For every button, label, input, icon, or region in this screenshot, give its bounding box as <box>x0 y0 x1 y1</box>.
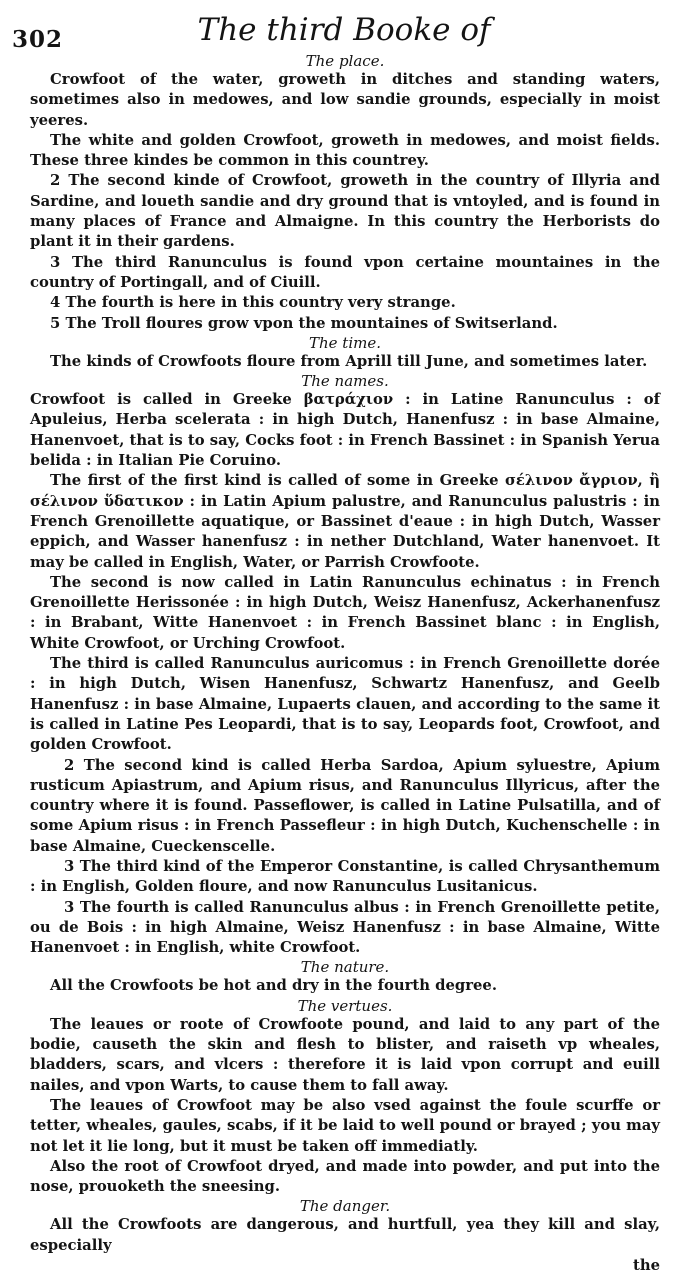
heading-place: The place. <box>305 52 385 70</box>
body-text <box>30 52 660 1276</box>
paragraph: Crowfoot is called in Greeke βατράχιον : in Latine Ranunculus : of Apuleius, Herba scelerata : in high Dutch, Hanenfusz : in base Almaine, Hanenvoet, that is to say, Cocks foot : in French Bassinet : in Spanish Yerua belida : in Italian Pie Coruino. <box>30 391 660 470</box>
paragraph: 5 The Troll floures grow vpon the mountaines of Switserland. <box>50 314 558 332</box>
paragraph: All the Crowfoots are dangerous, and hurtfull, yea they kill and slay, especially <box>30 1216 660 1254</box>
heading-danger: The danger. <box>299 1197 391 1216</box>
heading-vertues: The vertues. <box>297 996 393 1015</box>
paragraph: The second is now called in Latin Ranunculus echinatus : in French Grenoillette Herissonée : in high Dutch, Weisz Hanenfusz, Ackerhanenfusz : in Brabant, Witte Hanenvoet : in French Bassinet blanc : in English, White Crowfoot, or Urching Crowfoot. <box>30 573 660 652</box>
heading-names: The names. <box>301 372 389 391</box>
paragraph: Crowfoot of the water, groweth in ditches and standing waters, sometimes also in medowes, and low sandie grounds, especially in moist yeeres. <box>30 71 660 129</box>
heading-nature: The nature. <box>300 958 390 977</box>
paragraph: The leaues or roote of Crowfoote pound, and laid to any part of the bodie, causeth the skin and flesh to blister, and raiseth vp wheales, bladders, scars, and vlcers : therefore it is laid vpon corrupt and euill nailes, and vpon Warts, to cause them to fall away. <box>30 1015 660 1094</box>
running-head: The third Booke of <box>197 12 491 48</box>
paragraph: The white and golden Crowfoot, groweth in medowes, and moist fields. These three kindes be common in this countrey. <box>30 131 660 170</box>
page-number: 302 <box>12 26 64 53</box>
paragraph: 3 The third Ranunculus is found vpon certaine mountaines in the country of Portingall, and of Ciuill. <box>30 253 660 291</box>
catchword: the <box>632 1257 660 1275</box>
paragraph: 2 The second kind is called Herba Sardoa, Apium syluestre, Apium rusticum Apiastrum, and Apium risus, and Ranunculus Illyricus, after the country where it is found. Passeflower, is called in Latine Pulsatilla, and of some Apium risus : in French Passefleur : in high Dutch, Kuchenschelle : in base Almaine, Cueckenscelle. <box>30 756 660 855</box>
paragraph: 2 The second kinde of Crowfoot, groweth in the country of Illyria and Sardine, and loueth sandie and dry ground that is vntoyled, and is found in many places of France and Almaigne. In this country the Herborists do plant it in their gardens. <box>30 172 660 251</box>
paragraph: All the Crowfoots be hot and dry in the fourth degree. <box>50 977 497 995</box>
paragraph: 3 The third kind of the Emperor Constantine, is called Chrysanthemum : in English, Golden floure, and now Ranunculus Lusitanicus. <box>30 857 660 896</box>
paragraph: 4 The fourth is here in this country very strange. <box>50 294 456 312</box>
paragraph: The leaues of Crowfoot may be also vsed against the foule scurffe or tetter, wheales, gaules, scabs, if it be laid to well pound or brayed ; you may not let it lie long, but it must be taken off immediatly. <box>30 1096 660 1155</box>
heading-time: The time. <box>308 333 381 352</box>
paragraph: The first of the first kind is called of some in Greeke σέλινον ἄγριον, ἢ σέλινον ὕδατικον : in Latin Apium palustre, and Ranunculus palustris : in French Grenoillette aquatique, or Bassinet d'eaue : in high Dutch, Wasser eppich, and Wasser hanenfusz : in nether Dutchland, Water hanenvoet. It may be called in English, Water, or Parrish Crowfoote. <box>30 472 660 571</box>
paragraph: 3 The fourth is called Ranunculus albus : in French Grenoillette petite, ou de Bois : in high Almaine, Weisz Hanenfusz : in base Almaine, Witte Hanenvoet : in English, white Crowfoot. <box>30 898 660 957</box>
paragraph: The kinds of Crowfoots floure from Aprill till June, and sometimes later. <box>50 352 648 370</box>
paragraph: The third is called Ranunculus auricomus : in French Grenoillette dorée : in high Dutch, Wisen Hanenfusz, Schwartz Hanenfusz, and Geelb Hanenfusz : in base Almaine, Lupaerts clauen, and according to the same it is called in Latine Pes Leopardi, that is to say, Leopards foot, Crowfoot, and golden Crowfoot. <box>30 655 660 754</box>
paragraph: Also the root of Crowfoot dryed, and made into powder, and put into the nose, prouoketh the sneesing. <box>30 1157 660 1196</box>
